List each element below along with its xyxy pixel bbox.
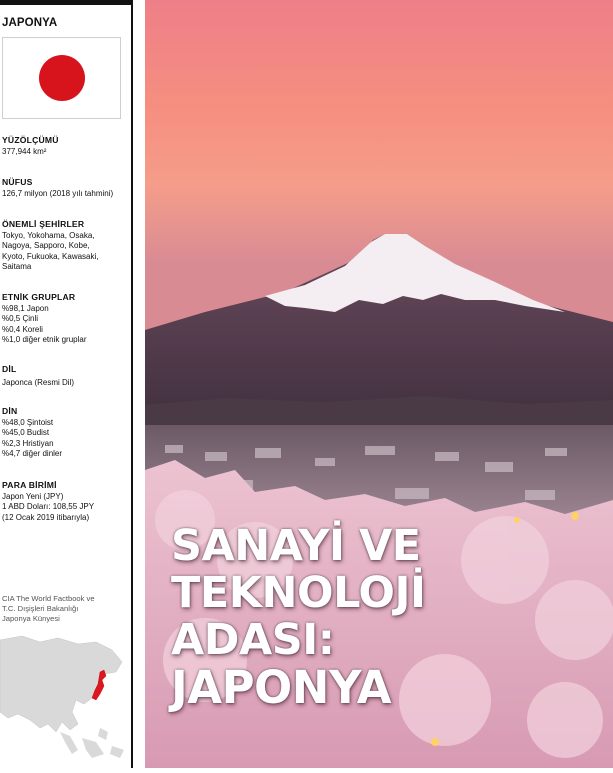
cities-line: Saitama	[2, 261, 32, 271]
ethnic-item: %1,0 diğer etnik gruplar	[2, 334, 87, 344]
headline-line: JAPONYA	[171, 661, 392, 714]
ethnic-item: %0,5 Çinli	[2, 314, 39, 324]
southeast-asia	[60, 732, 104, 758]
ethnic-item: %0,4 Koreli	[2, 324, 43, 334]
ethnic-item: %98,1 Japon	[2, 304, 49, 313]
cities-section	[2, 219, 128, 272]
cities-line: Tokyo, Yokohama, Osaka,	[2, 231, 95, 240]
flag-red-disc	[39, 55, 85, 101]
source-line: CIA The World Factbook ve	[2, 594, 95, 603]
language-title: DİL	[2, 364, 17, 374]
headline-line: SANAYİ VE	[171, 521, 421, 571]
population-value: 126,7 milyon (2018 yılı tahmini)	[2, 189, 114, 198]
religion-section	[2, 406, 128, 459]
religion-item: %45,0 Budist	[2, 428, 50, 438]
currency-line: 1 ABD Doları: 108,55 JPY	[2, 502, 95, 512]
currency-title: PARA BİRİMİ	[2, 480, 57, 490]
ethnic-title: ETNİK GRUPLAR	[2, 292, 76, 302]
asia-locator-map	[0, 628, 131, 768]
cities-line: Kyoto, Fukuoka, Kawasaki,	[2, 251, 99, 261]
asia-landmass	[0, 636, 122, 732]
japan-flag	[2, 37, 121, 119]
fact-sidebar	[0, 0, 133, 768]
top-rule	[0, 0, 133, 5]
currency-section	[2, 480, 128, 523]
religion-title: DİN	[2, 406, 18, 416]
headline	[171, 521, 601, 714]
headline-line: ADASI:	[171, 615, 335, 665]
language-value: Japonca (Resmi Dil)	[2, 378, 75, 387]
religion-item: %4,7 diğer dinler	[2, 448, 63, 458]
religion-item: %2,3 Hristiyan	[2, 438, 54, 448]
language-section	[2, 364, 128, 388]
area-value: 377,944 km²	[2, 147, 47, 156]
currency-line: (12 Ocak 2019 itibarıyla)	[2, 512, 90, 522]
religion-item: %48,0 Şintoist	[2, 418, 54, 427]
sidebar-divider	[131, 0, 133, 768]
currency-line: Japon Yeni (JPY)	[2, 492, 64, 501]
cities-line: Nagoya, Sapporo, Kobe,	[2, 241, 90, 251]
source-line: T.C. Dışişleri Bakanlığı	[2, 604, 79, 613]
cities-title: ÖNEMLİ ŞEHİRLER	[2, 219, 85, 229]
headline-line: TEKNOLOJİ	[171, 568, 426, 618]
population-title: NÜFUS	[2, 177, 33, 187]
ethnic-section	[2, 292, 128, 345]
area-title: YÜZÖLÇÜMÜ	[2, 135, 59, 145]
area-section	[2, 135, 128, 157]
country-name: JAPONYA	[2, 17, 58, 29]
source-line: Japonya Künyesi	[2, 614, 60, 623]
population-section	[2, 177, 128, 199]
source-note	[2, 594, 127, 624]
